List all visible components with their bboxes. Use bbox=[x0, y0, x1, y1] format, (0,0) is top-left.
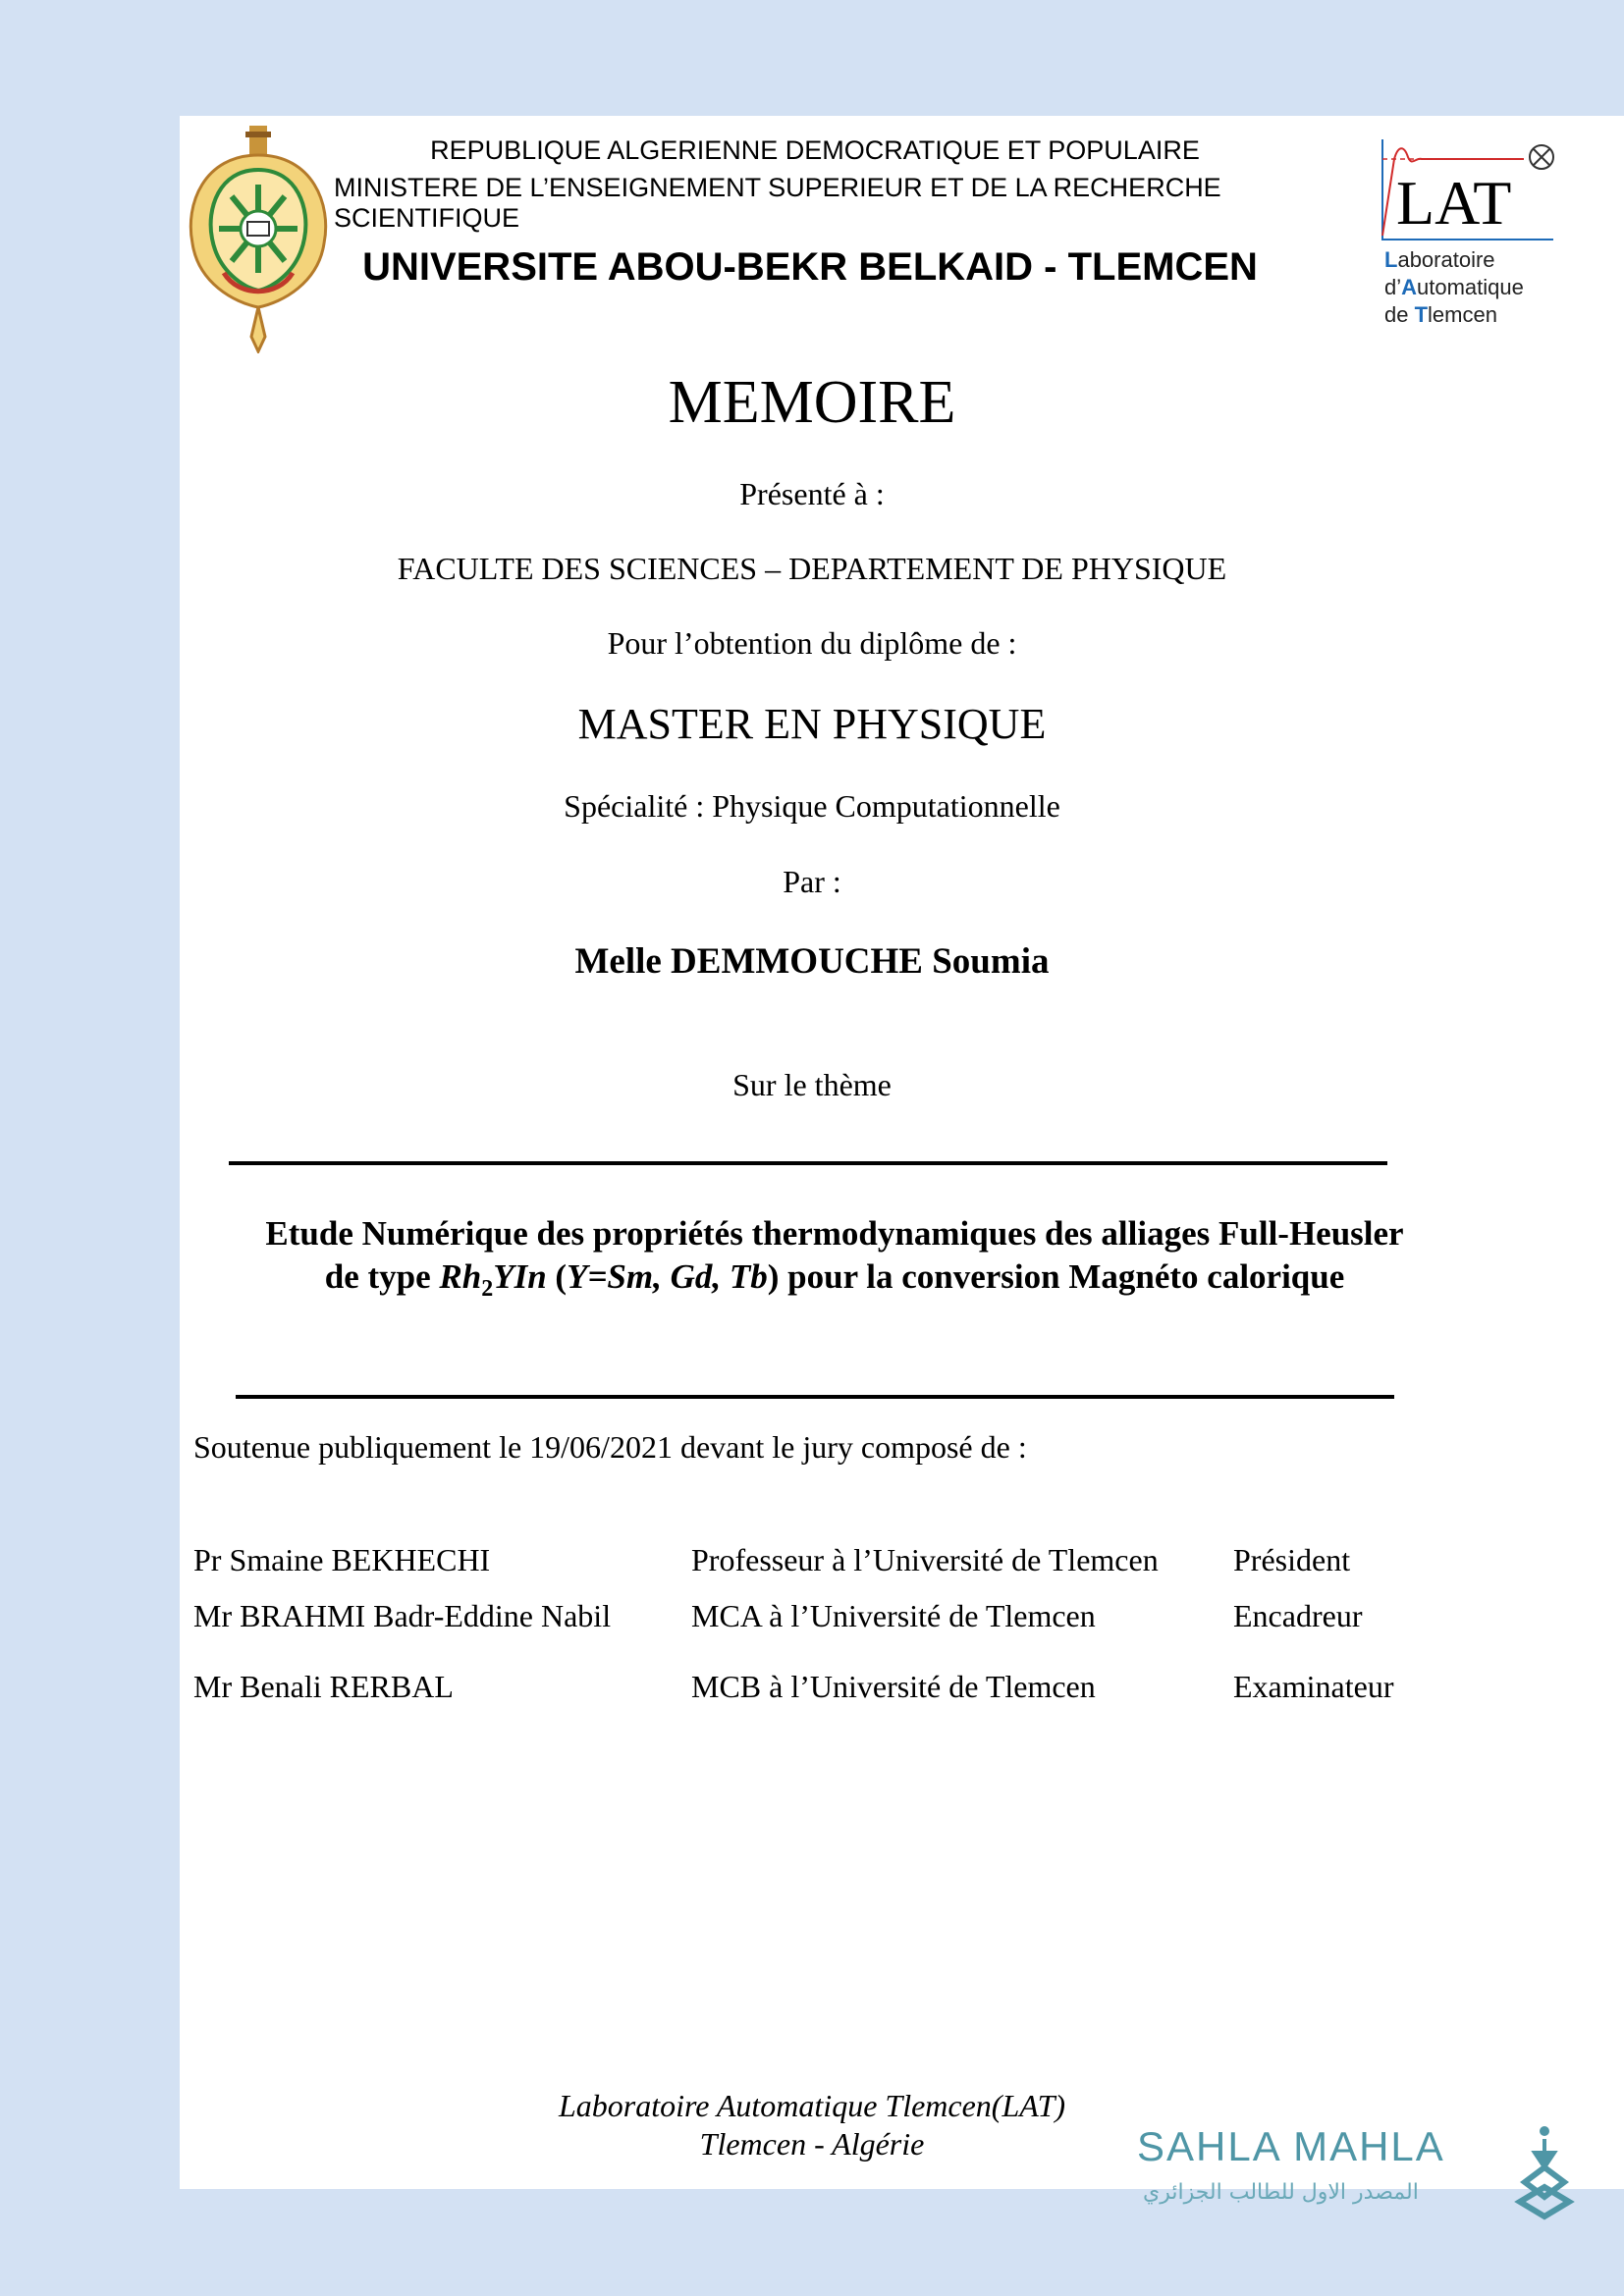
lat-line-1: Laboratoire bbox=[1384, 247, 1495, 272]
ministry-line: MINISTERE DE L’ENSEIGNEMENT SUPERIEUR ET DE LA RECHERCHE SCIENTIFIQUE bbox=[334, 173, 1221, 233]
lat-line-2: d’Automatique bbox=[1384, 275, 1524, 299]
author-name: Melle DEMMOUCHE Soumia bbox=[574, 941, 1050, 982]
lat-logo bbox=[1377, 137, 1563, 334]
jury-name: Pr Smaine BEKHECHI bbox=[193, 1542, 491, 1577]
footer-location: Tlemcen - Algérie bbox=[699, 2126, 925, 2162]
footer-lab: Laboratoire Automatique Tlemcen(LAT) bbox=[558, 2088, 1066, 2123]
jury-position: Professeur à l’Université de Tlemcen bbox=[691, 1542, 1159, 1577]
by-label: Par : bbox=[783, 864, 841, 899]
title-line-2: de type $Rh_2YIn$ (Y=Sm, Gd, Tb) pour la conversion Magnéto calorique bbox=[324, 1257, 1345, 1302]
faculty-name: FACULTE DES SCIENCES – DEPARTEMENT DE PHYSIQUE bbox=[397, 551, 1227, 586]
jury-role: Président bbox=[1233, 1542, 1351, 1577]
lat-line-3: de Tlemcen bbox=[1384, 302, 1497, 327]
title-bottom-divider bbox=[236, 1395, 1394, 1399]
speciality: Spécialité : Physique Computationnelle bbox=[564, 788, 1060, 824]
jury-role: Encadreur bbox=[1233, 1598, 1363, 1633]
university-name: UNIVERSITE ABOU-BEKR BELKAID - TLEMCEN bbox=[362, 245, 1258, 289]
jury-name: Mr BRAHMI Badr-Eddine Nabil bbox=[193, 1598, 612, 1633]
presented-to-label: Présenté à : bbox=[739, 476, 885, 511]
defense-statement: Soutenue publiquement le 19/06/2021 devant le jury composé de : bbox=[193, 1429, 1027, 1465]
thesis-title bbox=[196, 1212, 1473, 1310]
title-line-1: Etude Numérique des propriétés thermodynamiques des alliages Full-Heusler bbox=[265, 1214, 1404, 1253]
theme-label: Sur le thème bbox=[732, 1067, 892, 1102]
watermark-subtitle: المصدر الاول للطالب الجزائري bbox=[1143, 2180, 1419, 2205]
lat-abbrev: LAT bbox=[1396, 168, 1512, 238]
diploma-label: Pour l’obtention du diplôme de : bbox=[607, 625, 1017, 661]
university-emblem-icon bbox=[185, 126, 332, 353]
jury-role: Examinateur bbox=[1233, 1669, 1394, 1704]
watermark-title: SAHLA MAHLA bbox=[1137, 2123, 1445, 2169]
document-type: MEMOIRE bbox=[668, 369, 956, 436]
watermark-logo-icon bbox=[1510, 2123, 1579, 2221]
jury-name: Mr Benali RERBAL bbox=[193, 1669, 454, 1704]
sahla-mahla-watermark bbox=[1137, 2123, 1579, 2221]
republic-line: REPUBLIQUE ALGERIENNE DEMOCRATIQUE ET POPULAIRE bbox=[430, 135, 1200, 165]
jury-position: MCB à l’Université de Tlemcen bbox=[691, 1669, 1096, 1704]
diploma-name: MASTER EN PHYSIQUE bbox=[577, 700, 1047, 748]
title-top-divider bbox=[229, 1161, 1387, 1165]
jury-position: MCA à l’Université de Tlemcen bbox=[691, 1598, 1096, 1633]
